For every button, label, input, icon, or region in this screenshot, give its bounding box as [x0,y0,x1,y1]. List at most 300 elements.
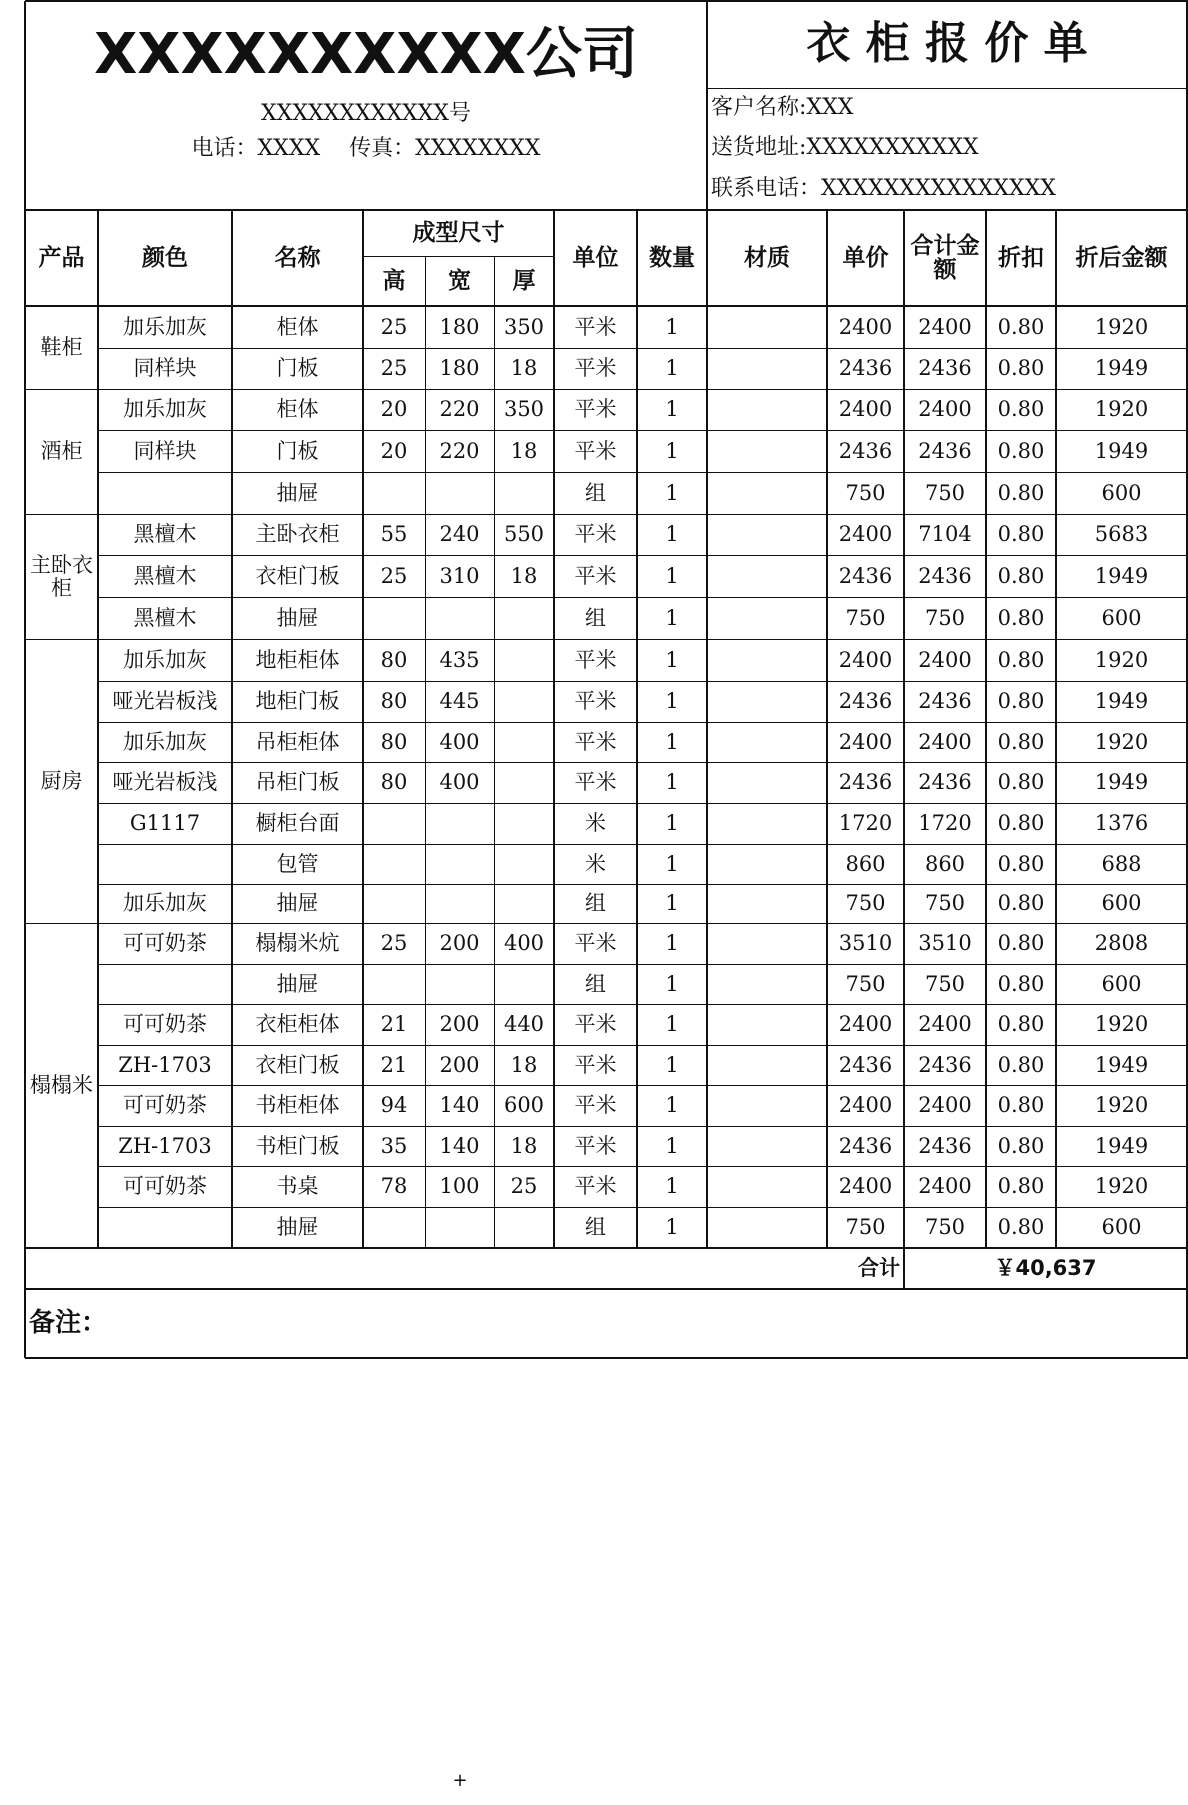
grid-hline [25,923,1187,924]
row-qty: 1 [665,563,679,588]
row-qty: 1 [665,1012,679,1037]
row-unit: 平米 [574,770,617,795]
header-product: 产品 [38,244,85,271]
row-width [425,1207,494,1248]
row-unit: 平米 [574,397,617,422]
row-amount: 2400 [918,397,972,422]
row-name: 门板 [276,356,319,381]
row-thickness [494,681,554,722]
row-thickness: 600 [503,1093,545,1118]
row-price: 2436 [838,1052,893,1077]
frame-top [25,0,1188,2]
row-name: 地柜柜体 [255,647,340,672]
customer-name: 客户名称:XXX [711,95,854,121]
row-qty: 1 [665,314,679,339]
row-thickness: 18 [510,1052,538,1077]
product-group: 榻榻米 [30,1073,93,1098]
row-thickness [494,1207,554,1248]
row-width: 220 [439,397,480,422]
row-color: 加乐加灰 [123,314,207,339]
row-color: 同样块 [133,356,197,381]
row-color: 哑光岩板浅 [112,689,218,714]
row-height: 25 [380,563,408,588]
row-final: 1920 [1094,1174,1149,1199]
contact-phone: 联系电话：XXXXXXXXXXXXXXX [711,175,1056,201]
row-qty: 1 [665,1174,679,1199]
row-amount: 2436 [918,438,972,463]
header-price: 单价 [842,244,889,271]
row-width: 240 [439,522,480,547]
row-unit: 平米 [574,931,617,956]
row-color: 可可奶茶 [123,1174,207,1199]
row-price: 2436 [838,356,893,381]
row-color [98,1207,232,1248]
row-discount: 0.80 [997,1174,1045,1199]
row-discount: 0.80 [997,891,1045,916]
row-height: 25 [380,931,408,956]
row-discount: 0.80 [997,729,1045,754]
grid-hline [98,472,1187,473]
row-color [98,844,232,884]
row-thickness: 18 [510,1133,538,1158]
row-height: 20 [380,397,408,422]
size-subheader-line [363,256,554,257]
row-unit: 平米 [574,1133,617,1158]
row-qty: 1 [665,647,679,672]
row-discount: 0.80 [997,931,1045,956]
grid-hline [98,430,1187,431]
row-thickness: 350 [503,314,545,339]
row-color: ZH-1703 [118,1052,212,1077]
row-name: 地柜门板 [255,689,340,714]
row-final: 600 [1101,605,1142,630]
row-discount: 0.80 [997,438,1045,463]
row-height [363,964,425,1004]
header-qty: 数量 [649,244,695,271]
row-material [707,1004,827,1045]
row-final: 1920 [1094,1012,1149,1037]
grid-vline [425,256,426,1248]
company-address: XXXXXXXXXXXX号 [261,100,471,126]
row-price: 2436 [838,689,893,714]
row-final: 1949 [1094,1133,1149,1158]
row-height: 94 [380,1093,408,1118]
row-unit: 米 [585,811,606,836]
row-qty: 1 [665,356,679,381]
row-final: 600 [1101,1215,1142,1240]
header-divider [706,1,708,210]
row-height: 55 [380,522,408,547]
row-discount: 0.80 [997,563,1045,588]
row-amount: 2400 [918,1174,972,1199]
row-final: 1949 [1094,1052,1149,1077]
row-thickness: 440 [503,1012,545,1037]
row-amount: 2400 [918,1012,972,1037]
row-color: G1117 [129,811,201,836]
row-discount: 0.80 [997,1133,1045,1158]
grid-vline [636,210,638,1248]
row-color: 同样块 [133,438,197,463]
row-height [363,1207,425,1248]
row-width [425,803,494,844]
row-thickness: 18 [510,356,538,381]
row-qty: 1 [665,689,679,714]
grid-hline [98,555,1187,556]
grid-hline [25,389,1187,390]
grid-hline [98,762,1187,763]
product-group: 厨房 [40,768,83,793]
row-thickness [494,472,554,514]
row-color: 黑檀木 [133,605,197,630]
grid-hline [98,844,1187,845]
row-amount: 2400 [918,314,972,339]
grid-hline [98,1166,1187,1167]
row-final: 1376 [1094,811,1149,836]
row-width: 140 [439,1093,480,1118]
row-width [425,844,494,884]
row-amount: 2436 [918,770,972,795]
grid-vline [826,210,828,1248]
row-final: 600 [1101,971,1142,996]
row-height: 80 [380,770,408,795]
grid-hline [98,1207,1187,1208]
table-header-bottom [25,305,1187,307]
row-discount: 0.80 [997,971,1045,996]
row-unit: 组 [585,891,606,916]
row-final: 1920 [1094,729,1149,754]
row-name: 主卧衣柜 [255,522,340,547]
row-width: 140 [439,1133,480,1158]
product-group: 主卧衣 柜 [30,553,93,600]
row-color: 黑檀木 [133,563,197,588]
frame-left [24,1,26,1358]
row-amount: 750 [924,605,966,630]
header-size: 成型尺寸 [412,219,505,246]
row-discount: 0.80 [997,605,1045,630]
row-name: 抽屉 [276,1215,319,1240]
row-final: 1920 [1094,314,1149,339]
row-name: 书柜门板 [255,1133,340,1158]
row-height [363,844,425,884]
row-amount: 2436 [918,689,972,714]
row-width: 220 [439,438,480,463]
row-name: 橱柜台面 [255,811,340,836]
row-name: 柜体 [276,314,319,339]
row-final: 600 [1101,891,1142,916]
row-price: 2400 [838,397,893,422]
row-price: 750 [845,605,886,630]
row-height: 80 [380,729,408,754]
row-price: 2400 [838,522,893,547]
row-width [425,964,494,1004]
row-thickness: 18 [510,563,538,588]
total-bottom [25,1288,1187,1290]
row-material [707,555,827,597]
row-amount: 2436 [918,1133,972,1158]
row-discount: 0.80 [997,811,1045,836]
row-material [707,430,827,472]
grid-hline [98,964,1187,965]
row-material [707,639,827,681]
row-name: 书柜柜体 [255,1093,340,1118]
row-width: 445 [439,689,480,714]
header-unit: 单位 [572,244,619,271]
row-thickness: 550 [503,522,545,547]
row-color: 加乐加灰 [123,729,207,754]
row-width: 310 [439,563,480,588]
grid-vline [97,210,99,1248]
row-width: 200 [439,931,480,956]
row-material [707,597,827,639]
row-height [363,472,425,514]
row-height: 25 [380,356,408,381]
header-bottom [25,209,1187,211]
row-amount: 2400 [918,647,972,672]
row-width: 435 [439,647,480,672]
row-discount: 0.80 [997,770,1045,795]
row-material [707,389,827,430]
row-qty: 1 [665,1052,679,1077]
row-height [363,803,425,844]
row-height: 80 [380,689,408,714]
row-color [98,472,232,514]
row-thickness: 350 [503,397,545,422]
row-name: 抽屉 [276,891,319,916]
row-final: 1949 [1094,438,1149,463]
row-price: 750 [845,891,886,916]
row-final: 2808 [1094,931,1149,956]
row-price: 1720 [838,811,893,836]
row-color: ZH-1703 [118,1133,212,1158]
page-mark: + [452,1770,468,1791]
row-price: 3510 [838,931,893,956]
row-material [707,348,827,389]
row-final: 1920 [1094,1093,1149,1118]
row-qty: 1 [665,438,679,463]
header-thickness: 厚 [512,267,536,294]
grid-hline [98,884,1187,885]
row-name: 榻榻米炕 [255,931,340,956]
row-amount: 750 [924,480,966,505]
row-material [707,1126,827,1166]
row-name: 吊柜门板 [255,770,340,795]
row-qty: 1 [665,480,679,505]
row-unit: 组 [585,605,606,630]
row-material [707,1207,827,1248]
row-final: 600 [1101,480,1142,505]
grid-vline [706,210,708,1248]
row-unit: 米 [585,851,606,876]
row-discount: 0.80 [997,1093,1045,1118]
grid-vline [494,256,495,1248]
row-material [707,964,827,1004]
grid-hline [98,348,1187,349]
row-unit: 平米 [574,522,617,547]
row-qty: 1 [665,971,679,996]
row-name: 门板 [276,438,319,463]
header-height: 高 [382,267,406,294]
row-color [98,964,232,1004]
row-amount: 750 [924,1215,966,1240]
row-amount: 1720 [918,811,972,836]
row-qty: 1 [665,770,679,795]
row-unit: 平米 [574,647,617,672]
row-discount: 0.80 [997,1012,1045,1037]
row-unit: 平米 [574,1093,617,1118]
row-material [707,803,827,844]
row-name: 衣柜柜体 [255,1012,340,1037]
row-unit: 平米 [574,729,617,754]
row-material [707,884,827,923]
row-thickness: 25 [510,1174,538,1199]
row-price: 2400 [838,1093,893,1118]
row-unit: 平米 [574,1052,617,1077]
row-qty: 1 [665,1215,679,1240]
row-qty: 1 [665,1093,679,1118]
row-thickness [494,964,554,1004]
grid-hline [98,1004,1187,1005]
row-thickness [494,639,554,681]
row-width [425,597,494,639]
row-price: 750 [845,971,886,996]
row-unit: 组 [585,971,606,996]
row-discount: 0.80 [997,647,1045,672]
total-label: 合计 [858,1256,900,1281]
row-width: 200 [439,1052,480,1077]
row-color: 加乐加灰 [123,891,207,916]
row-price: 750 [845,1215,886,1240]
company-contact: 电话：XXXX 传真：XXXXXXXX [191,136,541,162]
row-amount: 2436 [918,563,972,588]
row-color: 加乐加灰 [123,647,207,672]
row-qty: 1 [665,397,679,422]
grid-vline [1055,210,1057,1248]
row-name: 衣柜门板 [255,1052,340,1077]
row-width [425,884,494,923]
grid-vline [903,210,905,1248]
row-discount: 0.80 [997,314,1045,339]
row-name: 抽屉 [276,480,319,505]
row-color: 可可奶茶 [123,931,207,956]
header-amount: 合计金 额 [910,232,980,283]
product-group: 鞋柜 [40,335,83,360]
grid-vline [362,210,364,1248]
row-final: 1949 [1094,689,1149,714]
grid-vline [231,210,233,1248]
row-qty: 1 [665,729,679,754]
row-height [363,597,425,639]
header-material: 材质 [744,244,790,271]
row-thickness [494,844,554,884]
grid-hline [25,639,1187,640]
row-price: 2436 [838,563,893,588]
row-height [363,884,425,923]
row-amount: 2436 [918,356,972,381]
header-width: 宽 [448,267,471,294]
row-height: 78 [380,1174,408,1199]
grid-hline [98,597,1187,598]
row-height: 20 [380,438,408,463]
row-amount: 860 [924,851,966,876]
row-discount: 0.80 [997,851,1045,876]
row-color: 哑光岩板浅 [112,770,218,795]
row-unit: 平米 [574,1174,617,1199]
row-unit: 组 [585,1215,606,1240]
row-qty: 1 [665,1133,679,1158]
row-price: 2400 [838,1174,893,1199]
row-discount: 0.80 [997,1052,1045,1077]
row-height: 25 [380,314,408,339]
row-width [425,472,494,514]
row-thickness: 18 [510,438,538,463]
header-color: 颜色 [142,244,188,271]
row-material [707,681,827,722]
row-unit: 平米 [574,563,617,588]
body-bottom [25,1247,1187,1249]
grid-hline [25,514,1187,515]
row-unit: 平米 [574,438,617,463]
row-color: 黑檀木 [133,522,197,547]
grid-hline [98,1045,1187,1046]
row-width: 400 [439,729,480,754]
row-discount: 0.80 [997,522,1045,547]
doc-title: 衣 柜 报 价 单 [806,18,1088,70]
row-qty: 1 [665,605,679,630]
row-qty: 1 [665,811,679,836]
row-price: 2400 [838,729,893,754]
grid-hline [98,1085,1187,1086]
grid-hline [98,1126,1187,1127]
row-price: 2400 [838,1012,893,1037]
row-name: 衣柜门板 [255,563,340,588]
row-price: 2436 [838,770,893,795]
row-discount: 0.80 [997,356,1045,381]
row-discount: 0.80 [997,397,1045,422]
row-material [707,844,827,884]
total-value: ￥40,637 [994,1256,1097,1281]
row-material [707,923,827,964]
row-name: 抽屉 [276,605,319,630]
row-final: 1949 [1094,770,1149,795]
row-amount: 2400 [918,1093,972,1118]
row-material [707,1166,827,1207]
row-thickness [494,597,554,639]
row-final: 1920 [1094,397,1149,422]
row-price: 2436 [838,1133,893,1158]
row-qty: 1 [665,891,679,916]
row-width: 180 [439,314,480,339]
row-material [707,472,827,514]
row-amount: 750 [924,891,966,916]
row-price: 860 [845,851,886,876]
row-width: 100 [439,1174,480,1199]
row-height: 21 [380,1052,408,1077]
row-thickness: 400 [503,931,545,956]
row-width: 200 [439,1012,480,1037]
row-amount: 2436 [918,1052,972,1077]
row-discount: 0.80 [997,1215,1045,1240]
title-underline [707,88,1187,89]
row-color: 可可奶茶 [123,1012,207,1037]
row-amount: 7104 [918,522,972,547]
row-thickness [494,722,554,762]
company-name: XXXXXXXXXX公司 [94,21,638,87]
row-material [707,306,827,348]
total-divider [903,1248,905,1289]
row-unit: 组 [585,480,606,505]
row-material [707,722,827,762]
row-height: 21 [380,1012,408,1037]
